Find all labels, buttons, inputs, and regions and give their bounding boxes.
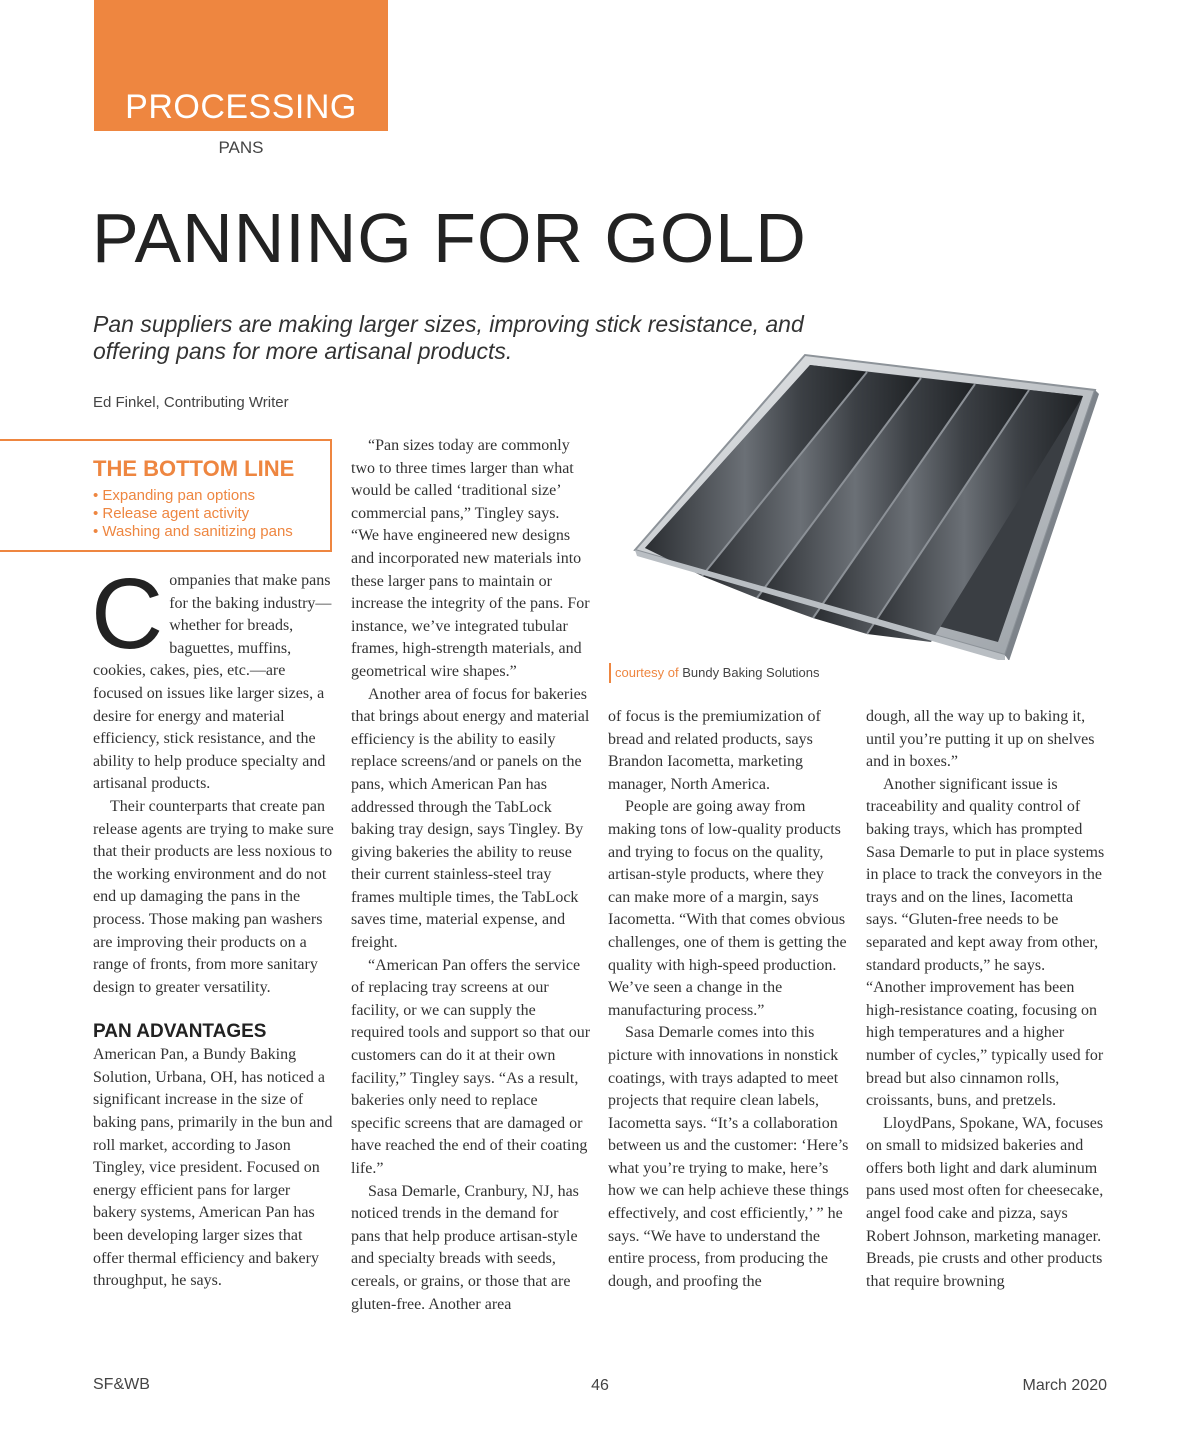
bottom-line-list	[93, 487, 293, 541]
baguette-pan-illustration	[605, 350, 1105, 660]
paragraph: Sasa Demarle comes into this picture with innovations in nonstick coatings, with trays adapted to meet projects that require clean labels, Iacometta says. “It’s a collaboration between us and the customer: ‘Here’s what you’re trying to make, here’s how we can help achieve these things effectively, and cost efficiently,’ ” he says. “We have to understand the entire process, from producing the dough, and proofing the	[608, 1024, 849, 1290]
paragraph: American Pan, a Bundy Baking Solution, Urbana, OH, has noticed a significant increase in the size of baking pans, primarily in the bun and roll market, according to Jason Tingley, vice president. Focused on energy efficient pans for larger bakery systems, American Pan has been developing larger sizes that offer thermal efficiency and bakery throughput, he says.	[93, 1046, 333, 1290]
bottom-line-title: THE BOTTOM LINE	[93, 456, 295, 481]
article-column-2	[351, 435, 591, 1316]
paragraph: dough, all the way up to baking it, until you’re putting it up on shelves and in boxes.”	[866, 708, 1095, 771]
footer-date: March 2020	[1022, 1377, 1107, 1394]
baguette-pan-photo	[605, 350, 1105, 660]
caption-lead: courtesy of	[615, 665, 683, 680]
section-tab	[94, 0, 388, 131]
caption-credit: Bundy Baking Solutions	[682, 665, 820, 680]
subsection-label: PANS	[218, 138, 264, 157]
footer-publication: SF&WB	[93, 1376, 150, 1393]
paragraph: Sasa Demarle, Cranbury, NJ, has noticed trends in the demand for pans that help produce artisan-style and specialty breads with seeds, cereals, or grains, or those that are gluten-free. Another area	[351, 1182, 579, 1313]
paragraph: “American Pan offers the service of replacing tray screens at our facility, or we can supply the required tools and support so that our customers can do it at their own facility,” Tingley says. “As a result, bakeries only need to replace specific screens that are damaged or have reached the end of their coating life.”	[351, 956, 591, 1177]
photo-caption	[609, 663, 820, 683]
list-item: • Expanding pan options	[93, 487, 256, 504]
bottom-line-box	[0, 439, 332, 552]
section-label: PROCESSING	[125, 88, 357, 126]
deck: Pan suppliers are making larger sizes, improving stick resistance, and offering pans for more artisanal products.	[93, 311, 804, 364]
paragraph: Their counterparts that create pan release agents are trying to make sure that their products are less noxious to the working environment and do not end up damaging the pans in the process. Those making pan washers are improving their products on a range of fronts, from more sanitary design to greater versatility.	[93, 797, 334, 996]
article-column-1	[91, 558, 335, 1293]
paragraph: of focus is the premiumization of bread and related products, says Brandon Iacometta, marketing manager, North America.	[608, 708, 821, 793]
paragraph: People are going away from making tons of low-quality products and trying to focus on the quality, artisan-style products, where they can make more of a margin, says Iacometta. “With that comes obvious challenges, one of them is getting the quality with high-speed production. We’ve seen a change in the manufacturing process.”	[608, 798, 847, 1019]
paragraph	[91, 558, 335, 796]
drop-cap: C	[91, 558, 164, 670]
article-column-4	[866, 706, 1108, 1293]
paragraph: Another significant issue is traceability and quality control of baking trays, which has prompted Sasa Demarle to put in place systems in place to track the conveyors in the trays and on the lines, Iacometta says. “Gluten-free needs to be separated and kept away from other, standard products,” he says. “Another improvement has been high-resistance coating, focusing on high temperatures and a higher number of cycles,” typically used for bread but also cinnamon rolls, croissants, buns, and pretzels.	[866, 775, 1105, 1110]
list-item: • Washing and sanitizing pans	[93, 523, 293, 540]
paragraph: “Pan sizes today are commonly two to three times larger than what would be called ‘traditional size’ commercial pans,” Tingley says. “We have engineered new designs and incorporated new materials into these larger pans to maintain or increase the integrity of the pans. For instance, we’ve integrated tubular frames, high-strength materials, and geometrical wire shapes.”	[351, 437, 590, 680]
list-item: • Release agent activity	[93, 505, 250, 522]
paragraph-text: ompanies that make pans for the baking industry—whether for breads, baguettes, muffins, cookies, cakes, pies, etc.—are focused on issues like larger sizes, a desire for energy and material efficiency, stick resistance, and the ability to help produce specialty and artisanal products.	[93, 572, 332, 793]
paragraph: LloydPans, Spokane, WA, focuses on small to midsized bakeries and offers both light and dark aluminum pans used most often for cheesecake, angel food cake and pizza, says Robert Johnson, marketing manager. Breads, pie crusts and other products that require browning	[866, 1114, 1104, 1290]
byline: Ed Finkel, Contributing Writer	[93, 394, 289, 411]
headline: PANNING FOR GOLD	[92, 199, 807, 277]
article-column-3	[608, 706, 850, 1293]
paragraph: Another area of focus for bakeries that brings about energy and material efficiency is the ability to easily replace screens/and or panels on the pans, which American Pan has addressed through the TabLock baking tray design, says Tingley. By giving bakeries the ability to reuse their current stainless-steel tray frames multiple times, the TabLock saves time, material expense, and freight.	[351, 685, 590, 952]
subheading: PAN ADVANTAGES	[93, 1021, 267, 1043]
footer-page-number: 46	[591, 1377, 609, 1394]
